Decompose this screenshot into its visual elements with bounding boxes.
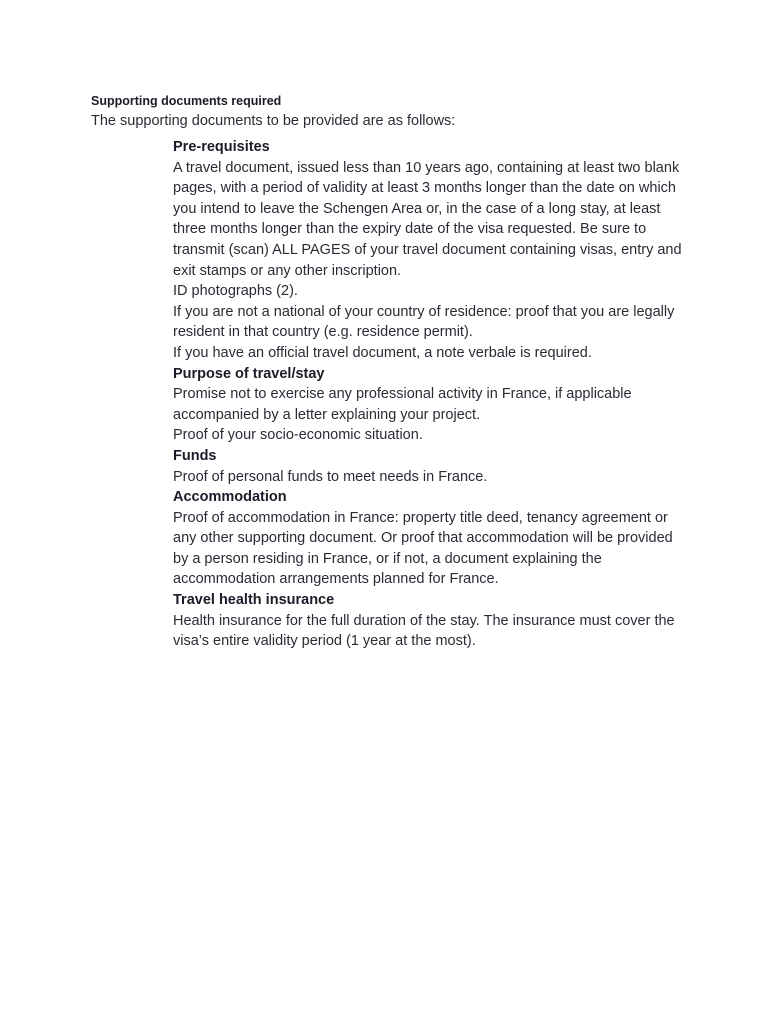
section-accommodation (173, 487, 688, 590)
section-travel-health-insurance (173, 590, 688, 652)
section-paragraph: Proof of your socio-economic situation. (173, 427, 423, 444)
document-heading: Supporting documents required (91, 94, 282, 108)
requirements-list (173, 137, 688, 652)
section-title: Purpose of travel/stay (173, 365, 325, 382)
section-paragraph: Proof of accommodation in France: property title deed, tenancy agreement or any other supporting document. Or proof that accommodation will be provided by a person residing in France, or if not, a document explaining the accommodation arrangements planned for France. (173, 509, 673, 588)
section-title: Accommodation (173, 489, 287, 506)
section-funds (173, 446, 688, 487)
section-purpose-of-travel (173, 364, 688, 446)
section-title: Pre-requisites (173, 139, 270, 155)
section-paragraph: Promise not to exercise any professional activity in France, if applicable accompanied by a letter explaining your project. (173, 386, 632, 423)
section-title: Travel health insurance (173, 592, 335, 609)
section-paragraph: ID photographs (2). (173, 283, 298, 300)
section-pre-requisites (173, 137, 688, 364)
section-paragraph: A travel document, issued less than 10 years ago, containing at least two blank pages, with a period of validity at least 3 months longer than the date on which you intend to leave the Schengen Area or, in the case of a long stay, at least three months longer than the expiry date of the visa requested. Be sure to transmit (scan) ALL PAGES of your travel document containing visas, entry and exit stamps or any other inscription. (173, 159, 682, 279)
section-paragraph: If you are not a national of your country of residence: proof that you are legally resident in that country (e.g. residence permit). (173, 303, 675, 341)
document-intro: The supporting documents to be provided are as follows: (91, 113, 456, 129)
section-title: Funds (173, 447, 217, 464)
section-paragraph: Proof of personal funds to meet needs in France. (173, 468, 488, 485)
section-paragraph: Health insurance for the full duration of the stay. The insurance must cover the visa’s entire validity period (1 year at the most). (173, 612, 675, 650)
section-paragraph: If you have an official travel document, a note verbale is required. (173, 344, 592, 361)
